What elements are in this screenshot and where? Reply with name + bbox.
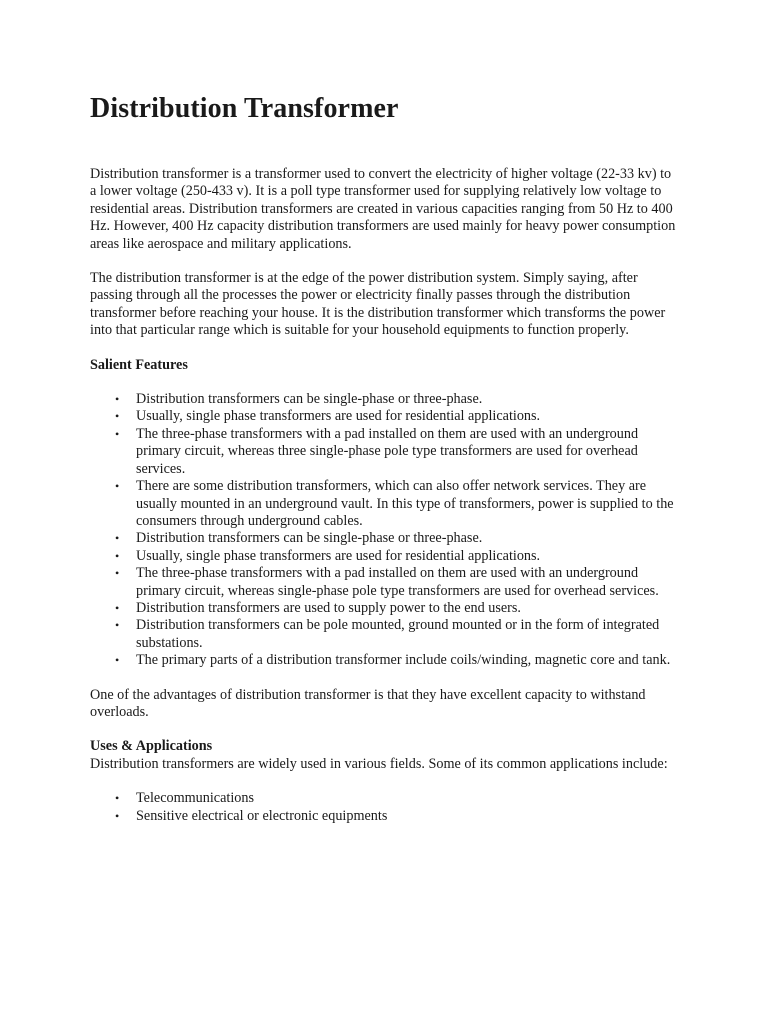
list-item [115, 391, 681, 408]
bullet-icon: • [115, 791, 120, 806]
uses-list [90, 790, 681, 825]
list-item-text: Usually, single phase transformers are used for residential applications. [136, 408, 541, 425]
list-item [115, 478, 681, 530]
list-item-text: Distribution transformers can be pole mounted, ground mounted or in the form of integrated substations. [136, 617, 660, 651]
list-item [115, 408, 681, 425]
intro-paragraph-1: Distribution transformer is a transformer used to convert the electricity of higher voltage (22-33 kv) to a lower voltage (250-433 v). It is a poll type transformer used for supplying relatively low voltage to residential areas. Distribution transformers are created in various capacities ranging from 50 Hz to 400 Hz. However, 400 Hz capacity distribution transformers are used mainly for heavy power consumption areas like aerospace and military applications. [90, 166, 676, 252]
list-item-text: There are some distribution transformers, which can also offer network services. They are usually mounted in an underground vault. In this type of transformers, power is supplied to the consumers through underground cables. [136, 478, 674, 529]
list-item-text: Telecommunications [136, 790, 254, 807]
list-item [115, 425, 681, 478]
bullet-icon: • [115, 653, 120, 668]
list-item-text: Sensitive electrical or electronic equipments [136, 807, 388, 824]
bullet-icon: • [115, 392, 120, 407]
list-item-text: Usually, single phase transformers are used for residential applications. [136, 547, 541, 564]
list-item-text: Distribution transformers can be single-phase or three-phase. [136, 530, 483, 547]
bullet-icon: • [115, 808, 120, 823]
bullet-icon: • [115, 479, 120, 494]
bullet-icon: • [115, 426, 120, 441]
page-title: Distribution Transformer [90, 93, 399, 124]
uses-intro-paragraph: Distribution transformers are widely used in various fields. Some of its common applications include: [90, 755, 668, 772]
uses-applications-heading: Uses & Applications [90, 738, 213, 755]
list-item-text: Distribution transformers are used to supply power to the end users. [136, 599, 521, 616]
list-item [115, 547, 681, 565]
list-item-text: The primary parts of a distribution transformer include coils/winding, magnetic core and tank. [136, 652, 671, 669]
list-item [115, 599, 681, 617]
bullet-icon: • [115, 409, 120, 424]
bullet-icon: • [115, 566, 120, 581]
salient-features-heading: Salient Features [90, 356, 188, 373]
list-item [115, 790, 681, 807]
list-item-text: Distribution transformers can be single-phase or three-phase. [136, 391, 483, 408]
advantage-paragraph: One of the advantages of distribution transformer is that they have excellent capacity to withstand overloads. [90, 686, 646, 720]
salient-features-list [90, 391, 681, 670]
bullet-icon: • [115, 531, 120, 546]
list-item [115, 652, 681, 669]
bullet-icon: • [115, 618, 120, 633]
list-item [115, 807, 681, 825]
list-item-text: The three-phase transformers with a pad installed on them are used with an underground primary circuit, whereas single-phase pole type transformers are used for overhead services. [136, 565, 659, 599]
list-item [115, 617, 681, 652]
list-item-text: The three-phase transformers with a pad installed on them are used with an underground primary circuit, whereas three single-phase pole type transformers are used for overhead services. [136, 425, 639, 477]
bullet-icon: • [115, 600, 120, 615]
list-item [115, 530, 681, 547]
intro-paragraph-2: The distribution transformer is at the edge of the power distribution system. Simply saying, after passing through all the processes the power or electricity finally passes through the distribution transformer before reaching your house. It is the distribution transformer which transforms the power into that particular range which is suitable for your household equipments to function properly. [90, 270, 666, 339]
list-item [115, 565, 681, 600]
bullet-icon: • [115, 548, 120, 563]
